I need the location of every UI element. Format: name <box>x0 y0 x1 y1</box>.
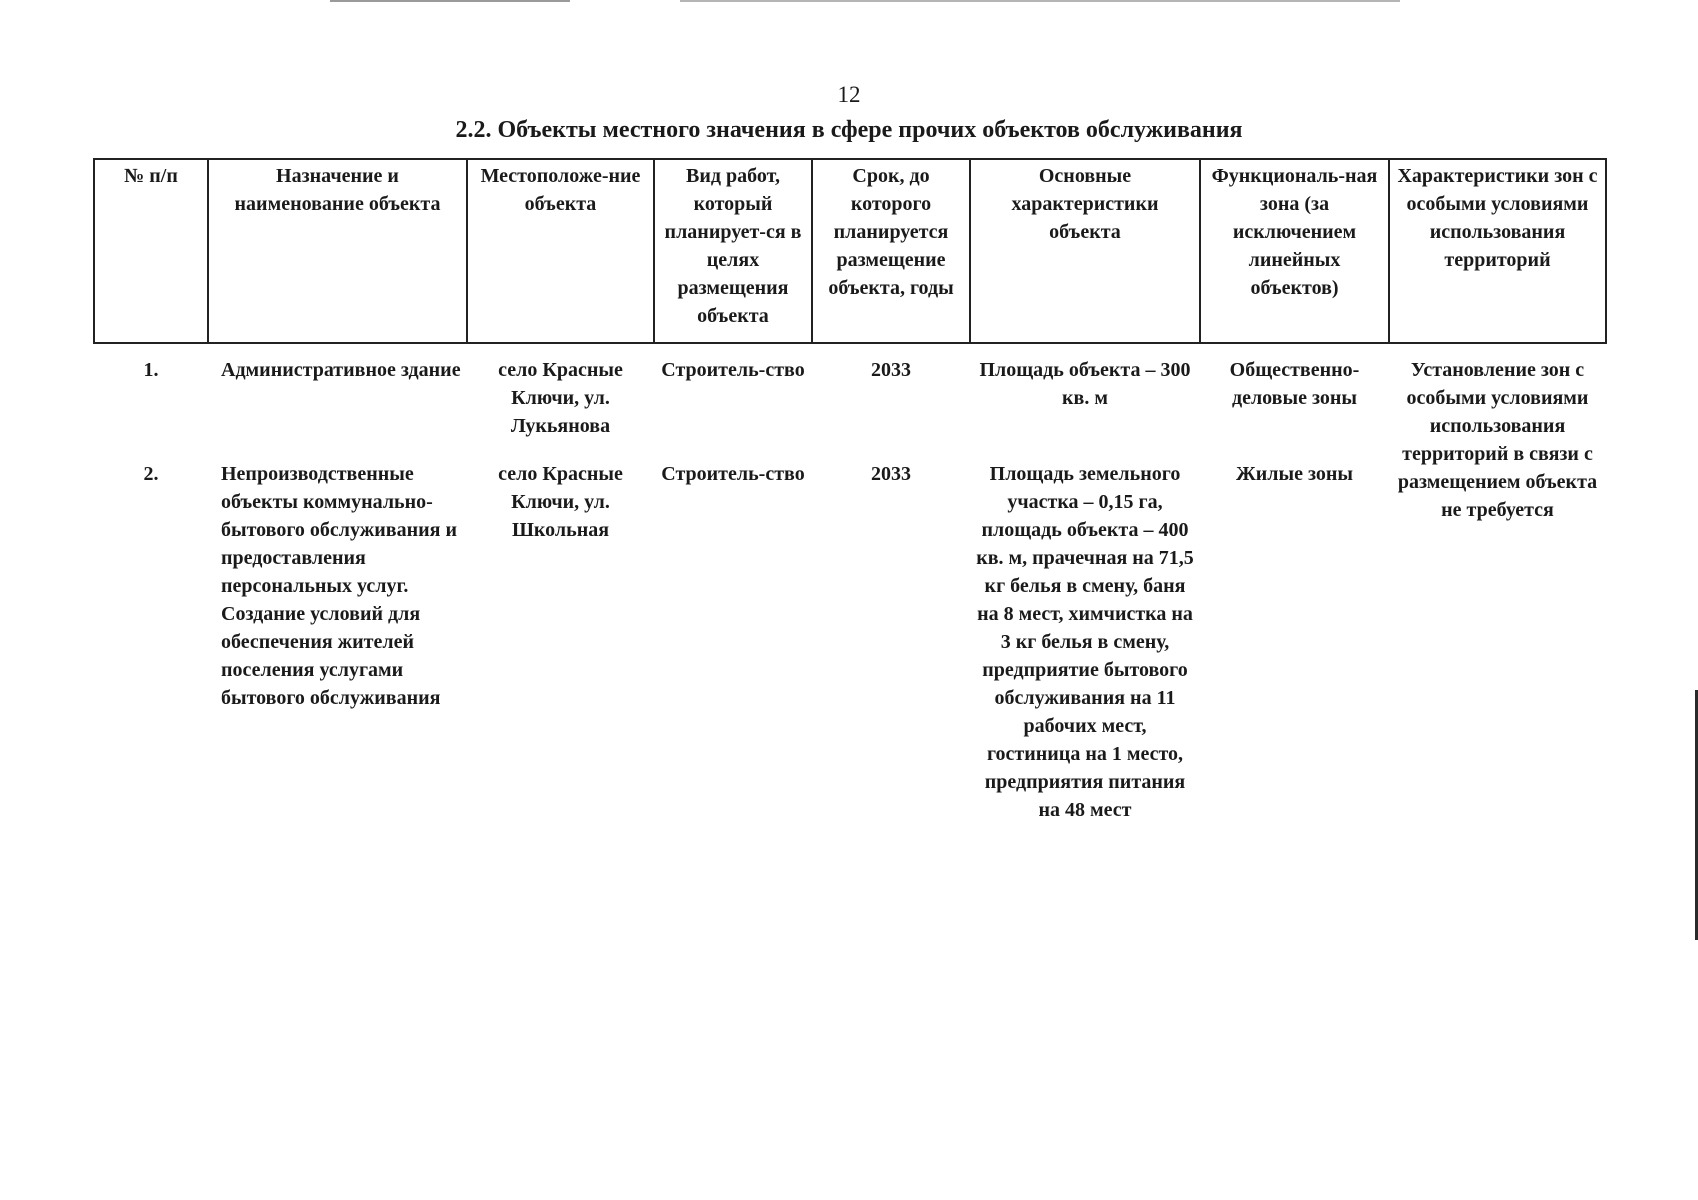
object-location: село Красные Ключи, ул. Школьная <box>498 463 623 541</box>
header-number: № п/п <box>94 159 208 343</box>
object-name: Непроизводственные объекты коммунально-бытового обслуживания и предоставления персональных услуг. Создание условий для обеспечения жителей поселения услугами бытового обслуживания <box>221 463 457 709</box>
header-location: Местоположе-ние объекта <box>467 159 654 343</box>
zone-conditions: Установление зон с особыми условиями использования территорий в связи с размещением объекта не требуется <box>1397 359 1598 521</box>
scan-artifact-line <box>680 0 1400 2</box>
functional-zone: Жилые зоны <box>1235 463 1354 485</box>
section-title: 2.2. Объекты местного значения в сфере прочих объектов обслуживания <box>455 117 1243 143</box>
term-year: 2033 <box>871 359 911 381</box>
functional-zone: Общественно-деловые зоны <box>1229 359 1360 409</box>
scan-artifact-line <box>330 0 570 2</box>
header-characteristics: Основные характеристики объекта <box>970 159 1200 343</box>
header-name: Назначение и наименование объекта <box>208 159 467 343</box>
row-number: 2. <box>143 463 159 485</box>
term-year: 2033 <box>871 463 911 485</box>
work-type: Строитель-ство <box>661 359 805 381</box>
table-row <box>94 460 1606 824</box>
object-location: село Красные Ключи, ул. Лукьянова <box>498 359 623 437</box>
row-number: 1. <box>143 359 159 381</box>
objects-table <box>93 158 1607 824</box>
header-functional-zone: Функциональ-ная зона (за исключением линейных объектов) <box>1200 159 1389 343</box>
object-characteristics: Площадь объекта – 300 кв. м <box>979 359 1191 409</box>
header-work-type: Вид работ, который планирует-ся в целях размещения объекта <box>654 159 812 343</box>
object-characteristics: Площадь земельного участка – 0,15 га, площадь объекта – 400 кв. м, прачечная на 71,5 кг белья в смену, баня на 8 мест, химчистка на 3 кг белья в смену, предприятие бытового обслуживания на 11 рабочих мест, гостиница на 1 место, предприятия питания на 48 мест <box>976 463 1194 821</box>
header-zone-conditions: Характеристики зон с особыми условиями использования территорий <box>1389 159 1606 343</box>
object-name: Административное здание <box>221 359 461 381</box>
table-header-row <box>94 159 1606 343</box>
work-type: Строитель-ство <box>661 463 805 485</box>
header-term: Срок, до которого планируется размещение объекта, годы <box>812 159 970 343</box>
table-row <box>94 343 1606 460</box>
page-number: 12 <box>837 82 861 107</box>
